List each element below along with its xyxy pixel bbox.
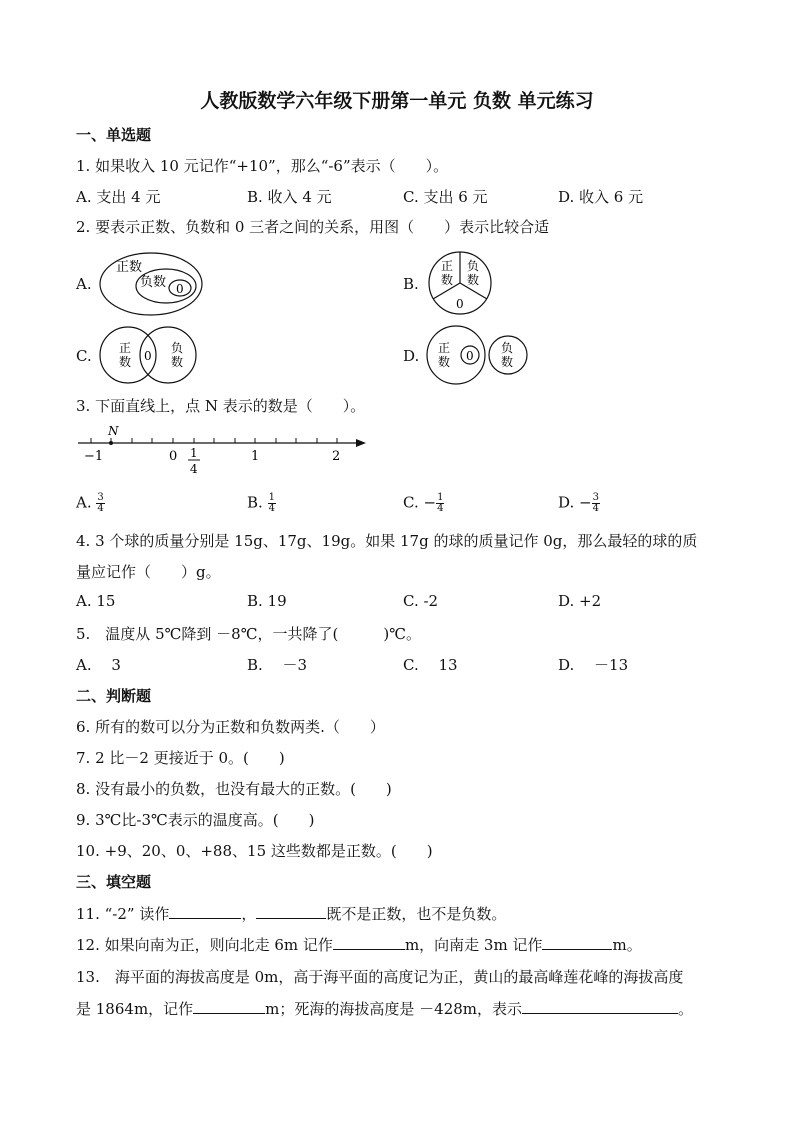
q2-diagram-b[interactable]: [426, 250, 496, 316]
negative-char-1: 负: [501, 341, 514, 355]
question-1: 1. 如果收入 10 元记作“+10”，那么“-6”表示（ ）。: [76, 157, 449, 175]
page-title: 人教版数学六年级下册第一单元 负数 单元练习: [200, 90, 594, 112]
positive-label: 正数: [116, 260, 143, 275]
positive-char-1: 正: [438, 341, 451, 355]
tick-label-1: 1: [251, 449, 260, 464]
question-9: 9. 3℃比-3℃表示的温度高。( ): [76, 811, 315, 829]
negative-char-2: 数: [501, 355, 514, 369]
answer-blank[interactable]: [256, 904, 326, 919]
number-line: [74, 422, 374, 482]
question-13-line-2: 是 1864m，记作 m；死海的海拔高度是 －428m，表示 。: [76, 1000, 694, 1018]
q2-option-c-label[interactable]: C.: [76, 347, 92, 365]
q4-option-b[interactable]: B. 19: [247, 592, 287, 610]
fraction: $\frac{3}{4}$: [592, 492, 599, 514]
positive-char-1: 正: [119, 341, 132, 355]
q2-option-b-label[interactable]: B.: [403, 275, 419, 293]
zero-label: 0: [144, 349, 152, 363]
question-5: 5. 温度从 5℃降到 －8℃，一共降了( )℃。: [76, 625, 421, 643]
q1-option-a[interactable]: A. 支出 4 元: [76, 188, 161, 206]
tick-label-0: 0: [169, 449, 178, 464]
tick-label-2: 2: [332, 449, 341, 464]
negative-char-2: 数: [467, 273, 480, 287]
axis-arrow: [356, 439, 366, 447]
question-7: 7. 2 比－2 更接近于 0。( ): [76, 749, 285, 767]
question-4-line-2: 量应记作（ ）g。: [76, 563, 221, 581]
negative-char-1: 负: [467, 259, 480, 273]
q4-option-a[interactable]: A. 15: [76, 592, 116, 610]
question-12: 12. 如果向南为正，则向北走 6m 记作 m，向南走 3m 记作 m。: [76, 936, 642, 954]
q3-option-d[interactable]: D. − $\frac{3}{4}$: [558, 492, 599, 514]
tick-label-quarter-num: 1: [190, 446, 198, 460]
answer-blank[interactable]: [522, 999, 678, 1014]
q1-option-d[interactable]: D. 收入 6 元: [558, 188, 644, 206]
question-4-line-1: 4. 3 个球的质量分别是 15g、17g、19g。如果 17g 的球的质量记作 0g，那么最轻的球的质: [76, 532, 698, 550]
positive-char-1: 正: [441, 259, 454, 273]
point-n: [109, 441, 113, 445]
section-heading-fill-in: 三、填空题: [76, 873, 152, 891]
q2-option-d-label[interactable]: D.: [403, 347, 420, 365]
answer-blank[interactable]: [193, 999, 265, 1014]
q4-option-c[interactable]: C. -2: [403, 592, 439, 610]
question-10: 10. +9、20、0、+88、15 这些数都是正数。( ): [76, 842, 433, 860]
fraction: $\frac{1}{4}$: [437, 492, 444, 514]
q5-option-a[interactable]: A. 3: [76, 656, 121, 674]
q2-diagram-c[interactable]: [98, 324, 202, 386]
q3-option-b[interactable]: B. $\frac{1}{4}$: [247, 492, 275, 514]
fraction: $\frac{3}{4}$: [97, 492, 104, 514]
answer-blank[interactable]: [542, 935, 612, 950]
q3-option-a[interactable]: A. $\frac{3}{4}$: [76, 492, 104, 514]
q5-option-d[interactable]: D. －13: [558, 656, 629, 674]
question-2: 2. 要表示正数、负数和 0 三者之间的关系，用图（ ）表示比较合适: [76, 218, 550, 236]
section-heading-single-choice: 一、单选题: [76, 126, 152, 144]
zero-label: 0: [456, 297, 464, 311]
tick-label-quarter-den: 4: [190, 462, 198, 476]
point-n-label: N: [108, 424, 119, 438]
positive-char-2: 数: [438, 355, 451, 369]
positive-char-2: 数: [119, 355, 132, 369]
q5-option-b[interactable]: B. －3: [247, 656, 308, 674]
question-13-line-1: 13. 海平面的海拔高度是 0m，高于海平面的高度记为正，黄山的最高峰莲花峰的海拔高度: [76, 968, 684, 986]
answer-blank[interactable]: [169, 904, 241, 919]
q4-option-d[interactable]: D. +2: [558, 592, 602, 610]
zero-label: 0: [466, 349, 474, 363]
answer-blank[interactable]: [333, 935, 405, 950]
negative-label: 负数: [140, 275, 167, 290]
fraction: $\frac{1}{4}$: [268, 492, 275, 514]
question-3: 3. 下面直线上，点 N 表示的数是（ ）。: [76, 397, 366, 415]
question-6: 6. 所有的数可以分为正数和负数两类.（ ）: [76, 718, 385, 736]
q1-option-b[interactable]: B. 收入 4 元: [247, 188, 332, 206]
section-heading-true-false: 二、判断题: [76, 687, 152, 705]
question-11: 11. “-2” 读作 ， 既不是正数，也不是负数。: [76, 905, 507, 923]
q5-option-c[interactable]: C. 13: [403, 656, 458, 674]
positive-circle: [427, 326, 485, 384]
negative-char-1: 负: [171, 341, 184, 355]
q2-option-a-label[interactable]: A.: [76, 275, 92, 293]
question-8: 8. 没有最小的负数，也没有最大的正数。( ): [76, 780, 392, 798]
positive-char-2: 数: [441, 273, 454, 287]
zero-label: 0: [176, 282, 184, 296]
q1-option-c[interactable]: C. 支出 6 元: [403, 188, 488, 206]
negative-char-2: 数: [171, 355, 184, 369]
tick-label-minus-1: −1: [84, 449, 104, 464]
q2-diagram-a[interactable]: [96, 248, 208, 320]
q3-option-c[interactable]: C. − $\frac{1}{4}$: [403, 492, 444, 514]
q2-diagram-d[interactable]: [424, 324, 530, 386]
